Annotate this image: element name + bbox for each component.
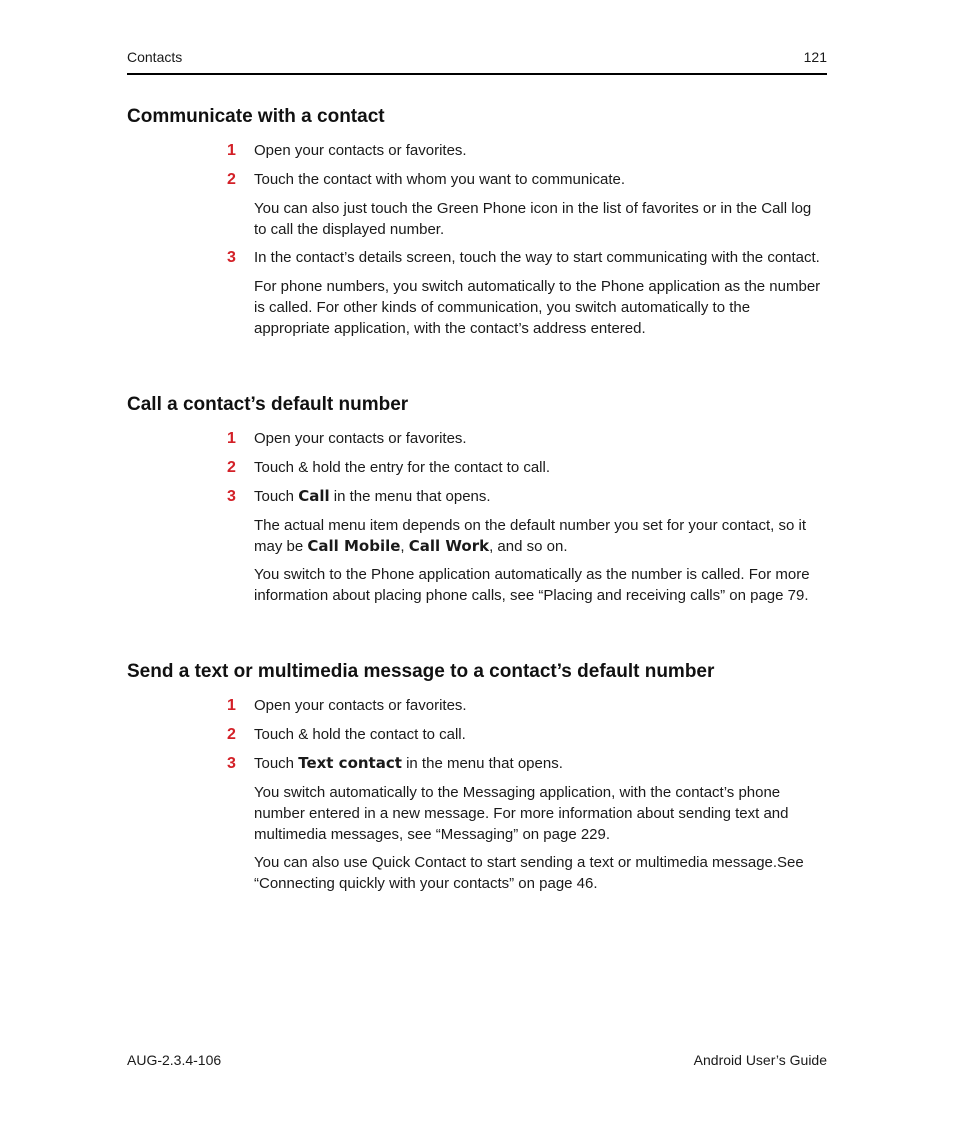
step-item (127, 753, 827, 774)
step-note: You can also just touch the Green Phone icon in the list of favorites or in the Call log to call the displayed number. (254, 200, 812, 238)
step-note: You can also use Quick Contact to start sending a text or multimedia message.See “Connecting quickly with your contacts” on page 46. (254, 854, 804, 892)
step-text-pre: Touch (254, 755, 299, 772)
section-call-default (127, 394, 827, 613)
header-section-title: Contacts (127, 49, 183, 65)
step-item (127, 140, 827, 161)
step-number: 2 (227, 459, 236, 476)
step-text: Touch the contact with whom you want to communicate. (254, 171, 626, 188)
step-note: You switch automatically to the Messaging application, with the contact’s phone number entered in a new message. For more information about sending text and multimedia messages, see “Messaging” on page 229. (254, 784, 789, 843)
step-text: Open your contacts or favorites. (254, 697, 467, 714)
note-text-pre: The actual menu item depends on the default number you set for your contact, so it may be (254, 517, 806, 555)
step-number: 3 (227, 755, 236, 772)
step-number: 1 (227, 430, 236, 447)
page-footer (127, 1052, 827, 1068)
menu-command-text-contact: Text contact (298, 754, 402, 772)
step-text: In the contact’s details screen, touch the way to start communicating with the contact. (254, 249, 820, 266)
footer-doc-title: Android User’s Guide (693, 1052, 827, 1068)
menu-command-call-mobile: Call Mobile (307, 537, 401, 555)
step-text: Touch & hold the entry for the contact to call. (254, 459, 551, 476)
step-text: Open your contacts or favorites. (254, 142, 467, 159)
step-item (127, 247, 827, 268)
section-title: Communicate with a contact (127, 106, 385, 127)
section-communicate (127, 106, 827, 346)
step-number: 2 (227, 171, 236, 188)
menu-command-call-work: Call Work (408, 537, 490, 555)
step-number: 3 (227, 249, 236, 266)
step-item (127, 428, 827, 449)
menu-command-call: Call (298, 487, 330, 505)
step-item (127, 695, 827, 716)
step-number: 1 (227, 697, 236, 714)
footer-doc-id: AUG-2.3.4-106 (127, 1052, 222, 1068)
step-item (127, 724, 827, 745)
step-note (127, 515, 827, 557)
section-title: Send a text or multimedia message to a contact’s default number (127, 661, 715, 682)
step-text: Touch & hold the contact to call. (254, 726, 466, 743)
step-item (127, 457, 827, 478)
step-text-post: in the menu that opens. (329, 488, 491, 505)
step-item (127, 169, 827, 190)
step-note: For phone numbers, you switch automatically to the Phone application as the number is called. For other kinds of communication, you switch automatically to the appropriate application, with the contact’s address entered. (254, 278, 821, 337)
section-title: Call a contact’s default number (127, 394, 409, 415)
header-page-number: 121 (803, 49, 827, 65)
section-send-message (127, 661, 827, 901)
note-text-post: , and so on. (489, 538, 568, 555)
step-text: Open your contacts or favorites. (254, 430, 467, 447)
step-number: 3 (227, 488, 236, 505)
step-item (127, 486, 827, 507)
step-note: You switch to the Phone application automatically as the number is called. For more information about placing phone calls, see “Placing and receiving calls” on page 79. (254, 566, 810, 604)
page-header (127, 49, 827, 75)
step-text-post: in the menu that opens. (401, 755, 563, 772)
note-separator: , (400, 538, 409, 555)
step-number: 2 (227, 726, 236, 743)
step-number: 1 (227, 142, 236, 159)
step-text-pre: Touch (254, 488, 299, 505)
